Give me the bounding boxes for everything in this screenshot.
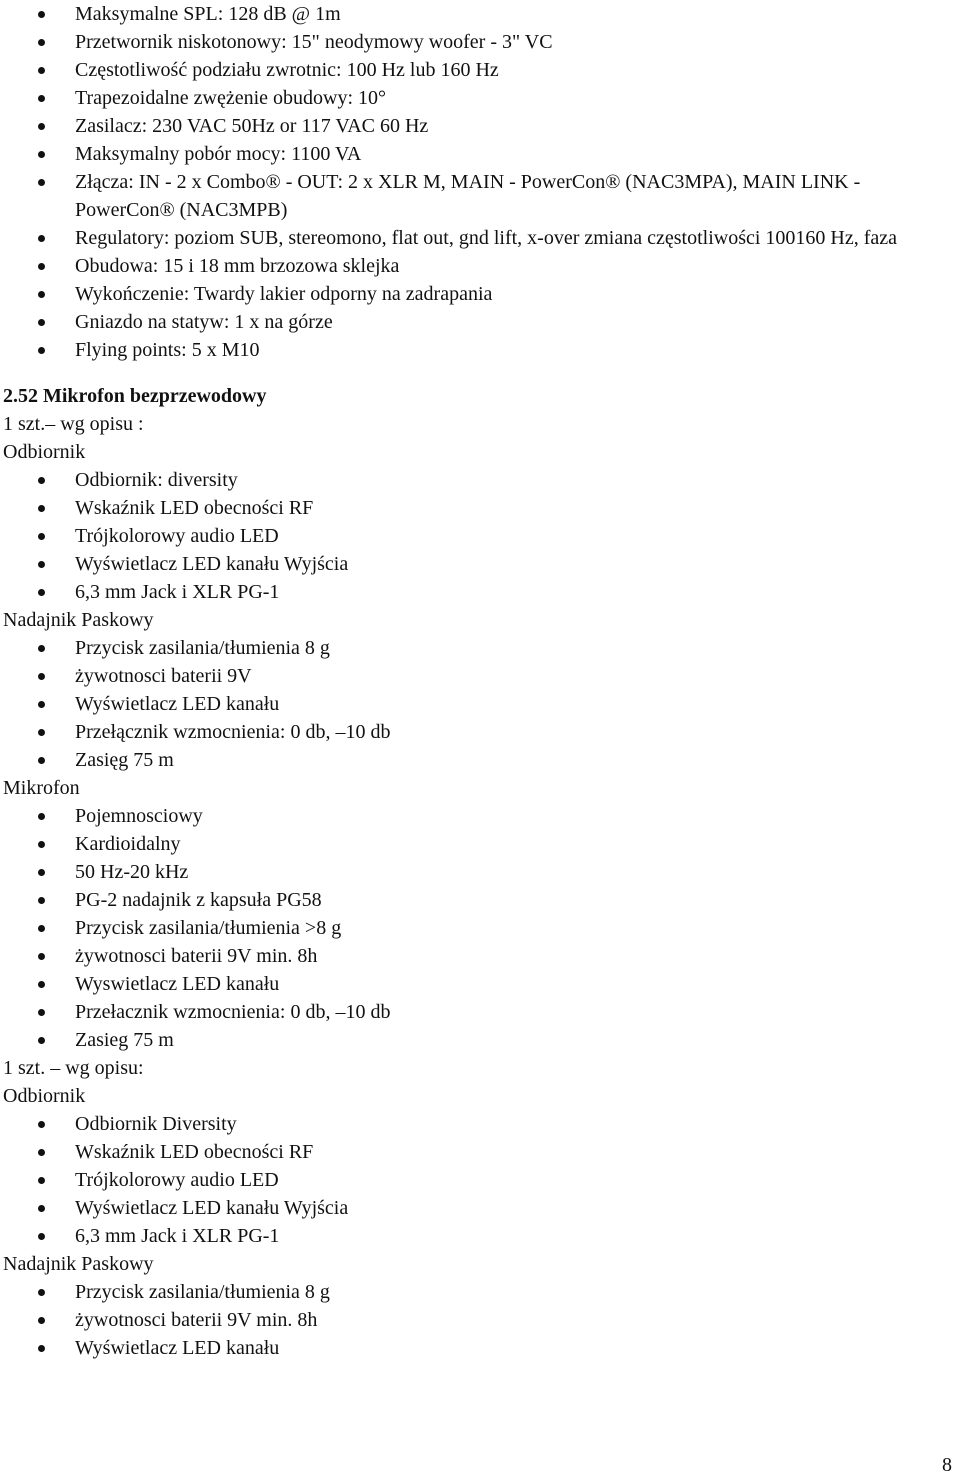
list-item: [0, 168, 960, 224]
bullet-icon: [38, 319, 45, 326]
list-item: [0, 662, 960, 690]
list-item-text: Trapezoidalne zwężenie obudowy: 10°: [75, 87, 387, 109]
list-item-text: PG-2 nadajnik z kapsuła PG58: [75, 889, 322, 911]
bullet-icon: [38, 11, 45, 18]
bullet-icon: [38, 39, 45, 46]
list-item: [0, 1222, 960, 1250]
list-item-text: Odbiornik Diversity: [75, 1113, 237, 1135]
bullet-icon: [38, 673, 45, 680]
bullet-icon: [38, 1177, 45, 1184]
list-item: [0, 886, 960, 914]
bullet-icon: [38, 589, 45, 596]
list-item-text: Złącza: IN - 2 x Combo® - OUT: 2 x XLR M, MAIN - PowerCon® (NAC3MPA), MAIN LINK - PowerCon® (NAC3MPB): [75, 171, 861, 221]
bullet-icon: [38, 263, 45, 270]
bullet-icon: [38, 235, 45, 242]
list-item: [0, 84, 960, 112]
list-item: [0, 252, 960, 280]
speaker-spec-list: [0, 0, 960, 364]
list-item-text: żywotnosci baterii 9V min. 8h: [75, 945, 318, 967]
list-item: [0, 830, 960, 858]
list-item: [0, 914, 960, 942]
bullet-icon: [38, 1149, 45, 1156]
bullet-icon: [38, 1205, 45, 1212]
list-item: [0, 1194, 960, 1222]
list-item-text: Wyswietlacz LED kanału: [75, 973, 280, 995]
bullet-icon: [38, 701, 45, 708]
list-item-text: Przycisk zasilania/tłumienia 8 g: [75, 637, 330, 659]
list-item-text: Zasilacz: 230 VAC 50Hz or 117 VAC 60 Hz: [75, 115, 429, 137]
set1-microphone-list: [0, 802, 960, 1054]
list-item-text: Przełącznik wzmocnienia: 0 db, –10 db: [75, 721, 391, 743]
bullet-icon: [38, 981, 45, 988]
bullet-icon: [38, 347, 45, 354]
bullet-icon: [38, 869, 45, 876]
bullet-icon: [38, 1009, 45, 1016]
list-item: [0, 28, 960, 56]
list-item: [0, 1138, 960, 1166]
bullet-icon: [38, 953, 45, 960]
bullet-icon: [38, 1289, 45, 1296]
list-item-text: 50 Hz-20 kHz: [75, 861, 189, 883]
list-item: [0, 224, 960, 252]
list-item: [0, 0, 960, 28]
list-item-text: żywotnosci baterii 9V: [75, 665, 252, 687]
list-item-text: Wyświetlacz LED kanału Wyjścia: [75, 1197, 349, 1219]
bullet-icon: [38, 813, 45, 820]
bullet-icon: [38, 1121, 45, 1128]
list-item-text: Wyświetlacz LED kanału: [75, 1337, 280, 1359]
list-item-text: żywotnosci baterii 9V min. 8h: [75, 1309, 318, 1331]
set2-receiver-label: Odbiornik: [3, 1085, 86, 1107]
list-item-text: Maksymalne SPL: 128 dB @ 1m: [75, 3, 341, 25]
set1-receiver-label: Odbiornik: [3, 441, 86, 463]
bullet-icon: [38, 841, 45, 848]
list-item: [0, 1110, 960, 1138]
set2-quantity: 1 szt. – wg opisu:: [3, 1057, 144, 1079]
list-item: [0, 690, 960, 718]
set1-receiver-list: [0, 466, 960, 606]
bullet-icon: [38, 1233, 45, 1240]
set2-transmitter-list: [0, 1278, 960, 1362]
list-item: [0, 466, 960, 494]
list-item-text: Gniazdo na statyw: 1 x na górze: [75, 311, 333, 333]
bullet-icon: [38, 95, 45, 102]
bullet-icon: [38, 1317, 45, 1324]
list-item-text: Wyświetlacz LED kanału Wyjścia: [75, 553, 349, 575]
bullet-icon: [38, 123, 45, 130]
list-item-text: Maksymalny pobór mocy: 1100 VA: [75, 143, 362, 165]
list-item-text: Wykończenie: Twardy lakier odporny na zadrapania: [75, 283, 493, 305]
bullet-icon: [38, 897, 45, 904]
bullet-icon: [38, 925, 45, 932]
list-item: [0, 112, 960, 140]
set1-transmitter-label: Nadajnik Paskowy: [3, 609, 154, 631]
list-item: [0, 550, 960, 578]
list-item: [0, 1334, 960, 1362]
list-item-text: Trójkolorowy audio LED: [75, 525, 279, 547]
bullet-icon: [38, 561, 45, 568]
list-item: [0, 634, 960, 662]
set2-receiver-list: [0, 1110, 960, 1250]
list-item-text: Pojemnosciowy: [75, 805, 203, 827]
bullet-icon: [38, 533, 45, 540]
bullet-icon: [38, 505, 45, 512]
bullet-icon: [38, 67, 45, 74]
list-item: [0, 718, 960, 746]
list-item-text: Obudowa: 15 i 18 mm brzozowa sklejka: [75, 255, 400, 277]
list-item-text: Przetwornik niskotonowy: 15" neodymowy woofer - 3" VC: [75, 31, 553, 53]
set1-microphone-label: Mikrofon: [3, 777, 80, 799]
list-item-text: Częstotliwość podziału zwrotnic: 100 Hz lub 160 Hz: [75, 59, 499, 81]
list-item-text: Zasieg 75 m: [75, 1029, 174, 1051]
bullet-icon: [38, 645, 45, 652]
set2-transmitter-label: Nadajnik Paskowy: [3, 1253, 154, 1275]
bullet-icon: [38, 179, 45, 186]
list-item: [0, 308, 960, 336]
set1-quantity: 1 szt.– wg opisu :: [3, 413, 144, 435]
list-item: [0, 336, 960, 364]
list-item-text: Wskaźnik LED obecności RF: [75, 1141, 314, 1163]
list-item: [0, 998, 960, 1026]
list-item: [0, 280, 960, 308]
list-item: [0, 1278, 960, 1306]
list-item-text: Flying points: 5 x M10: [75, 339, 260, 361]
bullet-icon: [38, 291, 45, 298]
bullet-icon: [38, 151, 45, 158]
section-heading: 2.52 Mikrofon bezprzewodowy: [3, 385, 267, 407]
list-item: [0, 858, 960, 886]
list-item: [0, 802, 960, 830]
bullet-icon: [38, 757, 45, 764]
list-item-text: Wyświetlacz LED kanału: [75, 693, 280, 715]
list-item-text: 6,3 mm Jack i XLR PG-1: [75, 581, 280, 603]
list-item-text: Regulatory: poziom SUB, stereomono, flat out, gnd lift, x-over zmiana częstotliwości 100160 Hz, faza: [75, 227, 898, 249]
list-item: [0, 970, 960, 998]
list-item-text: Przełacznik wzmocnienia: 0 db, –10 db: [75, 1001, 391, 1023]
bullet-icon: [38, 1345, 45, 1352]
list-item: [0, 1026, 960, 1054]
list-item-text: Przycisk zasilania/tłumienia >8 g: [75, 917, 342, 939]
list-item-text: Trójkolorowy audio LED: [75, 1169, 279, 1191]
list-item: [0, 522, 960, 550]
bullet-icon: [38, 1037, 45, 1044]
list-item: [0, 1166, 960, 1194]
list-item-text: 6,3 mm Jack i XLR PG-1: [75, 1225, 280, 1247]
list-item-text: Przycisk zasilania/tłumienia 8 g: [75, 1281, 330, 1303]
bullet-icon: [38, 477, 45, 484]
list-item: [0, 494, 960, 522]
list-item: [0, 1306, 960, 1334]
list-item-text: Wskaźnik LED obecności RF: [75, 497, 314, 519]
list-item: [0, 942, 960, 970]
set1-transmitter-list: [0, 634, 960, 774]
page-number: 8: [942, 1454, 952, 1476]
list-item-text: Odbiornik: diversity: [75, 469, 238, 491]
list-item: [0, 746, 960, 774]
list-item-text: Zasięg 75 m: [75, 749, 174, 771]
list-item-text: Kardioidalny: [75, 833, 181, 855]
list-item: [0, 140, 960, 168]
list-item: [0, 56, 960, 84]
bullet-icon: [38, 729, 45, 736]
list-item: [0, 578, 960, 606]
